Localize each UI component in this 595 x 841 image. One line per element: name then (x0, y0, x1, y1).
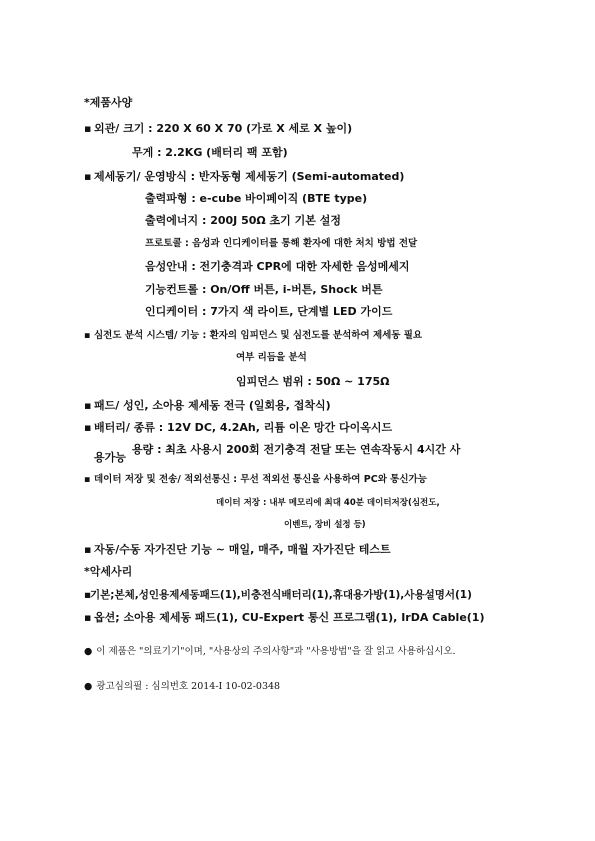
bullet: ● (84, 646, 93, 657)
ad-review-notice: ● 광고심의필 : 심의번호 2014-I 10-02-0348 (84, 681, 281, 692)
spec-indicator: 인디케이터 : 7가지 색 라이트, 단계별 LED 가이드 (145, 305, 393, 318)
bullet: ▪ (84, 589, 92, 601)
spec-ecg: ▪ 심전도 분석 시스템/ 기능 : 환자의 임피던스 및 심전도를 분석하여 제세동 필요 (84, 330, 423, 341)
spec-waveform: 출력파형 : e-cube 바이페이직 (BTE type) (145, 192, 368, 205)
spec-voice: 음성안내 : 전기충격과 CPR에 대한 자세한 음성메세지 (145, 260, 410, 273)
accessories-option: ▪ 옵션; 소아용 제세동 패드(1), CU-Expert 통신 프로그램(1), IrDA Cable(1) (84, 611, 485, 624)
bullet: ▪ (84, 330, 91, 341)
bullet: ▪ (84, 611, 92, 624)
spec-controls: 기능컨트롤 : On/Off 버튼, i-버튼, Shock 버튼 (145, 283, 383, 296)
spec-data-storage-cont: 이벤트, 장비 설정 등) (284, 520, 366, 530)
spec-selftest: ▪ 자동/수동 자가진단 기능 ~ 매일, 매주, 매월 자가진단 테스트 (84, 543, 391, 556)
spec-type: ▪ 제세동기/ 운영방식 : 반자동형 제세동기 (Semi-automated) (84, 170, 405, 183)
bullet: ▪ (84, 170, 92, 183)
accessories-basic: ▪기본;본체,성인용제세동패드(1),비충전식배터리(1),휴대용가방(1),사용설명서(1) (84, 589, 472, 601)
bullet: ▪ (84, 421, 92, 434)
spec-exterior: ▪ 외관/ 크기 : 220 X 60 X 70 (가로 X 세로 X 높이) (84, 122, 353, 135)
spec-data: ▪ 데이터 저장 및 전송/ 적외선통신 : 무선 적외선 통신을 사용하여 PC와 통신가능 (84, 474, 427, 485)
spec-capacity: 용량 : 최초 사용시 200회 전기충격 전달 또는 연속작동시 4시간 사 (132, 443, 461, 456)
spec-impedance: 임피던스 범위 : 50Ω ~ 175Ω (236, 375, 390, 388)
spec-protocol: 프로토콜 : 음성과 인디케이터를 통해 환자에 대한 처치 방법 전달 (145, 238, 418, 249)
spec-weight: 무게 : 2.2KG (배터리 팩 포함) (132, 146, 288, 159)
accessories-header: *악세사리 (84, 565, 133, 578)
bullet: ● (84, 681, 93, 692)
medical-device-notice: ● 이 제품은 "의료기기"이며, "사용상의 주의사항"과 "사용방법"을 잘 읽고 사용하십시오. (84, 646, 456, 657)
spec-energy: 출력에너지 : 200J 50Ω 초기 기본 설정 (145, 214, 341, 227)
bullet: ▪ (84, 122, 92, 135)
spec-header: *제품사양 (84, 96, 133, 109)
bullet: ▪ (84, 399, 92, 412)
spec-ecg-cont: 여부 리듬을 분석 (236, 352, 307, 363)
spec-capacity-cont: 용가능 (94, 451, 126, 464)
spec-data-storage: 데이터 저장 : 내부 메모리에 최대 40분 데이터저장(심전도, (216, 498, 440, 508)
bullet: ▪ (84, 474, 91, 485)
spec-pads: ▪ 패드/ 성인, 소아용 제세동 전극 (일회용, 접착식) (84, 399, 331, 412)
bullet: ▪ (84, 543, 92, 556)
spec-battery: ▪ 배터리/ 종류 : 12V DC, 4.2Ah, 리튬 이온 망간 다이옥시드 (84, 421, 393, 434)
